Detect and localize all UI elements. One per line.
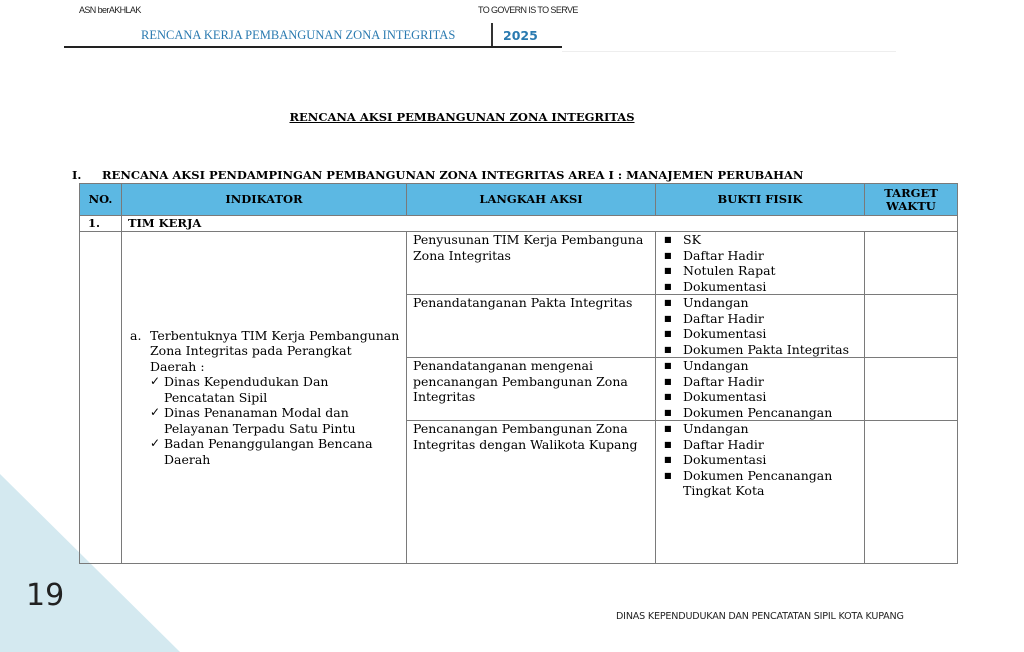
- square-bullet-icon: ■: [664, 392, 672, 401]
- evidence-text: Dokumentasi: [683, 326, 767, 341]
- evidence-cell: [656, 295, 865, 358]
- indicator-text: Terbentuknya TIM Kerja Pembangunan Zona Integritas pada Perangkat Daerah :: [150, 327, 400, 374]
- square-bullet-icon: ■: [664, 470, 672, 480]
- list-item: [662, 405, 860, 421]
- indicator-label: a.: [130, 327, 142, 343]
- header-no: NO.: [80, 184, 122, 216]
- list-item-text: Dinas Kependudukan Dan Pencatatan Sipil: [164, 374, 329, 405]
- target-time-cell: [865, 421, 958, 564]
- indicator-list: [130, 374, 400, 467]
- square-bullet-icon: ■: [664, 313, 672, 323]
- list-item: [662, 374, 860, 390]
- list-item: [662, 248, 860, 264]
- evidence-list: [662, 232, 860, 294]
- evidence-text: Notulen Rapat: [683, 263, 776, 278]
- number-cell: [80, 232, 122, 564]
- list-item: [150, 374, 400, 405]
- evidence-text: Undangan: [683, 358, 749, 373]
- header-rule-faint: [562, 51, 896, 52]
- list-item: [662, 342, 860, 358]
- checkmark-icon: ✓: [150, 436, 161, 451]
- evidence-cell: [656, 358, 865, 421]
- square-bullet-icon: ■: [664, 329, 672, 338]
- subheader-number: 1.: [80, 216, 122, 232]
- target-time-cell: [865, 232, 958, 295]
- evidence-text: Daftar Hadir: [683, 373, 764, 389]
- evidence-text: Dokumen Pencanangan Tingkat Kota: [683, 467, 833, 498]
- document-title: RENCANA AKSI PEMBANGUNAN ZONA INTEGRITAS: [289, 110, 635, 124]
- action-step-cell: Pencanangan Pembangunan Zona Integritas dengan Walikota Kupang: [407, 421, 656, 564]
- square-bullet-icon: ■: [664, 439, 672, 449]
- list-item: [662, 358, 860, 374]
- square-bullet-icon: ■: [664, 424, 672, 433]
- section-title: RENCANA AKSI PENDAMPINGAN PEMBANGUNAN ZONA INTEGRITAS AREA I : MANAJEMEN PERUBAHAN: [102, 168, 804, 182]
- header-year: 2025: [503, 28, 538, 43]
- evidence-text: Dokumen Pencanangan: [683, 404, 833, 420]
- action-step-cell: Penandatanganan mengenai pencanangan Pembangunan Zona Integritas: [407, 358, 656, 421]
- evidence-list: [662, 358, 860, 420]
- square-bullet-icon: ■: [664, 235, 672, 244]
- evidence-text: Undangan: [683, 421, 749, 436]
- list-item: [662, 389, 860, 405]
- header-physical-evidence: BUKTI FISIK: [656, 184, 865, 216]
- evidence-list: [662, 295, 860, 357]
- list-item: [662, 279, 860, 295]
- header-title: RENCANA KERJA PEMBANGUNAN ZONA INTEGRITAS: [141, 28, 456, 42]
- list-item: [662, 311, 860, 327]
- header-rule: [64, 46, 562, 48]
- page-number: 19: [26, 578, 65, 613]
- square-bullet-icon: ■: [664, 266, 672, 275]
- evidence-text: Daftar Hadir: [683, 436, 764, 452]
- evidence-text: Daftar Hadir: [683, 247, 764, 263]
- square-bullet-icon: ■: [664, 455, 672, 464]
- evidence-text: Dokumentasi: [683, 278, 767, 294]
- list-item: [662, 468, 860, 499]
- evidence-text: Daftar Hadir: [683, 310, 764, 326]
- evidence-list: [662, 421, 860, 499]
- checkmark-icon: ✓: [150, 405, 161, 420]
- list-item: [662, 437, 860, 453]
- evidence-text: Dokumentasi: [683, 389, 767, 404]
- evidence-text: Dokumen Pakta Integritas: [683, 341, 850, 357]
- evidence-text: Undangan: [683, 295, 749, 310]
- section-number: I.: [72, 168, 82, 182]
- square-bullet-icon: ■: [664, 298, 672, 307]
- square-bullet-icon: ■: [664, 250, 672, 260]
- list-item: [150, 436, 400, 467]
- square-bullet-icon: ■: [664, 361, 672, 370]
- square-bullet-icon: ■: [664, 376, 672, 386]
- header-motto-right: TO GOVERN IS TO SERVE: [478, 5, 578, 15]
- list-item: [662, 295, 860, 311]
- header-motto-left: ASN berAKHLAK: [79, 5, 141, 15]
- subheader-title: TIM KERJA: [122, 216, 958, 232]
- action-plan-table: [79, 183, 958, 564]
- action-step-cell: Penyusunan TIM Kerja Pembanguna Zona Integritas: [407, 232, 656, 295]
- evidence-cell: [656, 232, 865, 295]
- subheader-row: [80, 216, 958, 232]
- square-bullet-icon: ■: [664, 281, 672, 291]
- header-divider: [491, 23, 493, 47]
- list-item: [662, 326, 860, 342]
- list-item: [662, 232, 860, 248]
- list-item: [150, 405, 400, 436]
- footer-organization: DINAS KEPENDUDUKAN DAN PENCATATAN SIPIL KOTA KUPANG: [616, 611, 904, 622]
- evidence-cell: [656, 421, 865, 564]
- indicator-cell: [122, 232, 407, 564]
- header-target-time: TARGET WAKTU: [865, 184, 958, 216]
- list-item: [662, 421, 860, 437]
- list-item-text: Badan Penanggulangan Bencana Daerah: [164, 436, 373, 467]
- list-item: [662, 452, 860, 468]
- target-time-cell: [865, 295, 958, 358]
- action-step-cell: Penandatanganan Pakta Integritas: [407, 295, 656, 358]
- list-item-text: Dinas Penanaman Modal dan Pelayanan Terpadu Satu Pintu: [164, 405, 356, 436]
- indicator-item: [130, 328, 400, 375]
- square-bullet-icon: ■: [664, 344, 672, 354]
- evidence-text: Dokumentasi: [683, 452, 767, 467]
- table-row: [80, 232, 958, 295]
- target-time-cell: [865, 358, 958, 421]
- header-indicator: INDIKATOR: [122, 184, 407, 216]
- table-header-row: [80, 184, 958, 216]
- square-bullet-icon: ■: [664, 407, 672, 417]
- evidence-text: SK: [683, 232, 701, 247]
- header-action-step: LANGKAH AKSI: [407, 184, 656, 216]
- list-item: [662, 263, 860, 279]
- section-heading: [72, 168, 803, 182]
- checkmark-icon: ✓: [150, 374, 161, 389]
